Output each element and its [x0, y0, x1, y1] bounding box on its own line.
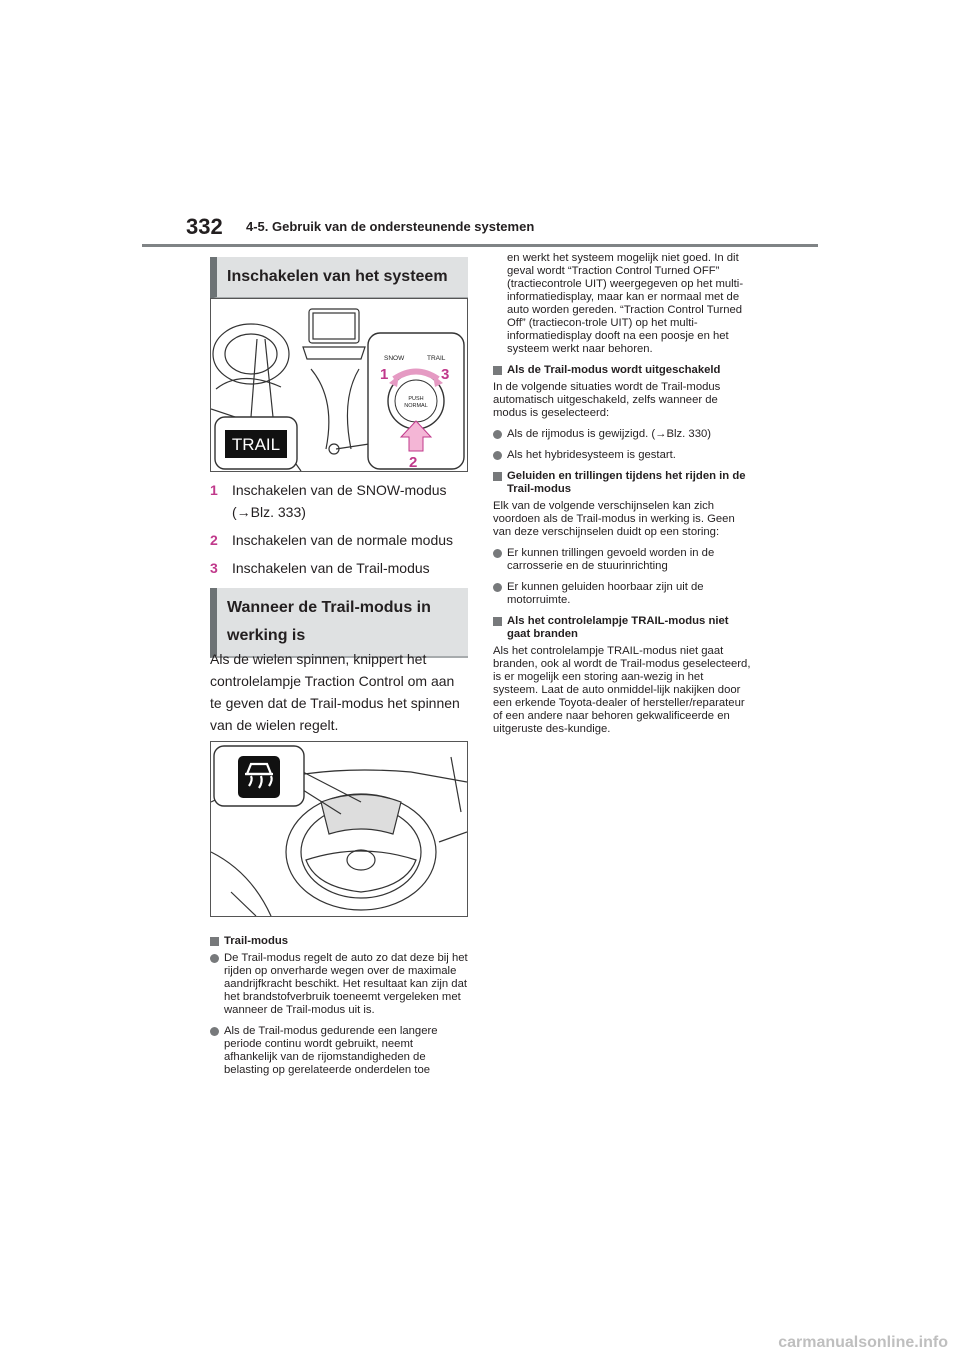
- step-number: 3: [210, 560, 218, 576]
- right-notes: [493, 252, 751, 744]
- step-text: Inschakelen van de Trail-modus: [232, 560, 430, 576]
- note-continuation: en werkt het systeem mogelijk niet goed. In dit geval wordt “Traction Control Turned OFF” (tractiecontrole UIT) weergegeven op het multi-informatiedisplay, maar kan er normaal met de auto worden gereden. “Traction Control Turned Off” (tractiecon-trole UIT) op het multi-informatiedisplay dooft na een poosje en het systeem werkt naar behoren.: [507, 252, 744, 355]
- dial-label-normal: NORMAL: [404, 403, 428, 409]
- dial-label-push: PUSH: [408, 396, 424, 402]
- note-heading: Als het controlelampje TRAIL-modus niet gaat branden: [493, 615, 751, 641]
- section-title: 4-5. Gebruik van de ondersteunende systemen: [246, 219, 535, 234]
- note-bullet: De Trail-modus regelt de auto zo dat deze bij het rijden op onverharde wegen over de maximale aandrijfkracht beschikt. Het resultaat kan zijn dat het brandstofverbruik toeneemt vergeleken met wanneer de Trail-modus uit is.: [210, 952, 468, 1017]
- heading-werking: Wanneer de Trail-modus in werking is: [210, 588, 468, 658]
- note-paragraph: In de volgende situaties wordt de Trail-modus automatisch uitgeschakeld, zelfs wanneer de modus is geselecteerd:: [493, 381, 721, 419]
- figure-mode-dial: [210, 298, 468, 472]
- dial-label-snow: SNOW: [384, 355, 405, 362]
- watermark: carmanualsonline.info: [778, 1334, 948, 1351]
- traction-control-icon: [238, 756, 280, 798]
- note-heading: Trail-modus: [210, 935, 468, 948]
- figure-dashboard: [210, 741, 468, 917]
- page-number: 332: [186, 214, 223, 239]
- note-paragraph: Als het controlelampje TRAIL-modus niet gaat branden, ook al wordt de Trail-modus geselecteerd, is er mogelijk een storing aan-wezig in het systeem. Laat de auto onmiddel-lijk nakijken door een erkende Toyota-dealer of hersteller/reparateur of een andere naar behoren gekwalificeerde en uitgeruste des-kundige.: [493, 645, 751, 735]
- step-item: [210, 557, 468, 579]
- steps-list: [210, 479, 468, 585]
- note-bullet: Als de rijmodus is gewijzigd. (→Blz. 330): [493, 428, 751, 441]
- step-number: 2: [210, 532, 218, 548]
- note-bullet: Als het hybridesysteem is gestart.: [493, 449, 751, 462]
- note-bullet: Als de Trail-modus gedurende een langere periode continu wordt gebruikt, neemt afhankelijk van de rijomstandigheden de belasting op gerelateerde onderdelen toe: [210, 1025, 468, 1077]
- step-item: [210, 529, 468, 551]
- callout-3: 3: [441, 366, 450, 383]
- step-item: [210, 479, 468, 523]
- step-number: 1: [210, 482, 218, 498]
- callout-2: 2: [409, 454, 418, 471]
- note-bullet: Er kunnen trillingen gevoeld worden in de carrosserie en de stuurinrichting: [493, 547, 751, 573]
- callout-1: 1: [380, 366, 389, 383]
- body-paragraph: Als de wielen spinnen, knippert het controlelampje Traction Control om aan te geven dat de Trail-modus het spinnen van de wielen regelt.: [210, 651, 460, 733]
- trail-indicator-text: TRAIL: [231, 435, 281, 454]
- note-bullet: Er kunnen geluiden hoorbaar zijn uit de motorruimte.: [493, 581, 751, 607]
- step-text: Inschakelen van de normale modus: [232, 532, 454, 548]
- note-heading: Als de Trail-modus wordt uitgeschakeld: [493, 364, 751, 377]
- note-paragraph: Elk van de volgende verschijnselen kan zich voordoen als de Trail-modus in werking is. Geen van deze verschijnselen duidt op een storing:: [493, 500, 735, 538]
- heading-inschakelen: Inschakelen van het systeem: [210, 257, 468, 299]
- note-heading: Geluiden en trillingen tijdens het rijden in de Trail-modus: [493, 470, 751, 496]
- header-rule: [142, 244, 818, 247]
- dial-label-trail: TRAIL: [427, 355, 446, 362]
- left-notes: [210, 935, 468, 1085]
- step-text: Inschakelen van de SNOW-modus (→Blz. 333): [232, 482, 447, 520]
